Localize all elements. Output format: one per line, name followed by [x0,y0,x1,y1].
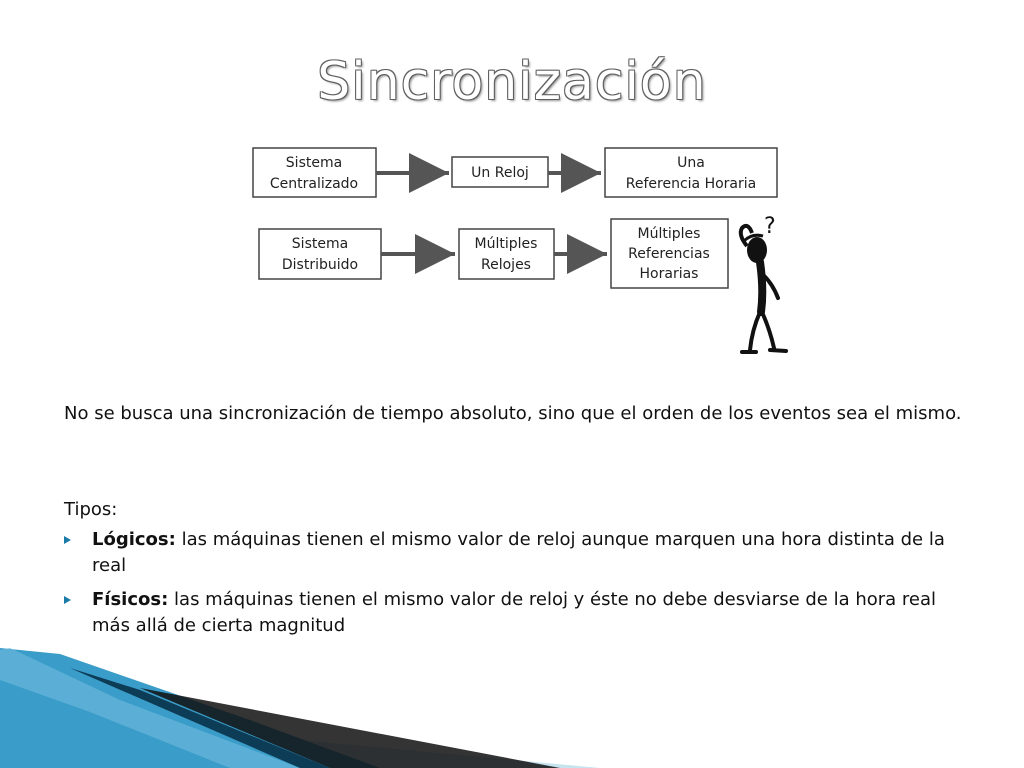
box-text: Relojes [481,257,531,273]
box-text: Referencias [628,246,710,262]
box-text: Múltiples [474,236,538,252]
tipos-label: Tipos: [64,499,118,520]
bullet-text: las máquinas tienen el mismo valor de reloj y éste no debe desviarse de la hora real más allá de cierta magnitud [92,589,937,636]
box-text: Múltiples [637,226,701,242]
slide-title: Sincronización [317,52,707,112]
box-text: Distribuido [281,257,359,273]
box-text: Referencia Horaria [625,176,757,192]
question-mark: ? [764,214,776,239]
box-text: Un Reloj [471,165,529,181]
bullet-text: las máquinas tienen el mismo valor de reloj aunque marquen una hora distinta de la real [92,529,945,576]
box-text: Sistema [285,155,343,171]
box-text: Una [677,155,705,171]
box-text: Sistema [291,236,349,252]
box-text: Horarias [639,266,699,282]
intro-paragraph: No se busca una sincronización de tiempo absoluto, sino que el orden de los eventos sea el mismo. [64,403,962,424]
bullet-term: Físicos: [92,589,169,610]
box-text: Centralizado [269,176,359,192]
bullet-term: Lógicos: [92,529,176,550]
